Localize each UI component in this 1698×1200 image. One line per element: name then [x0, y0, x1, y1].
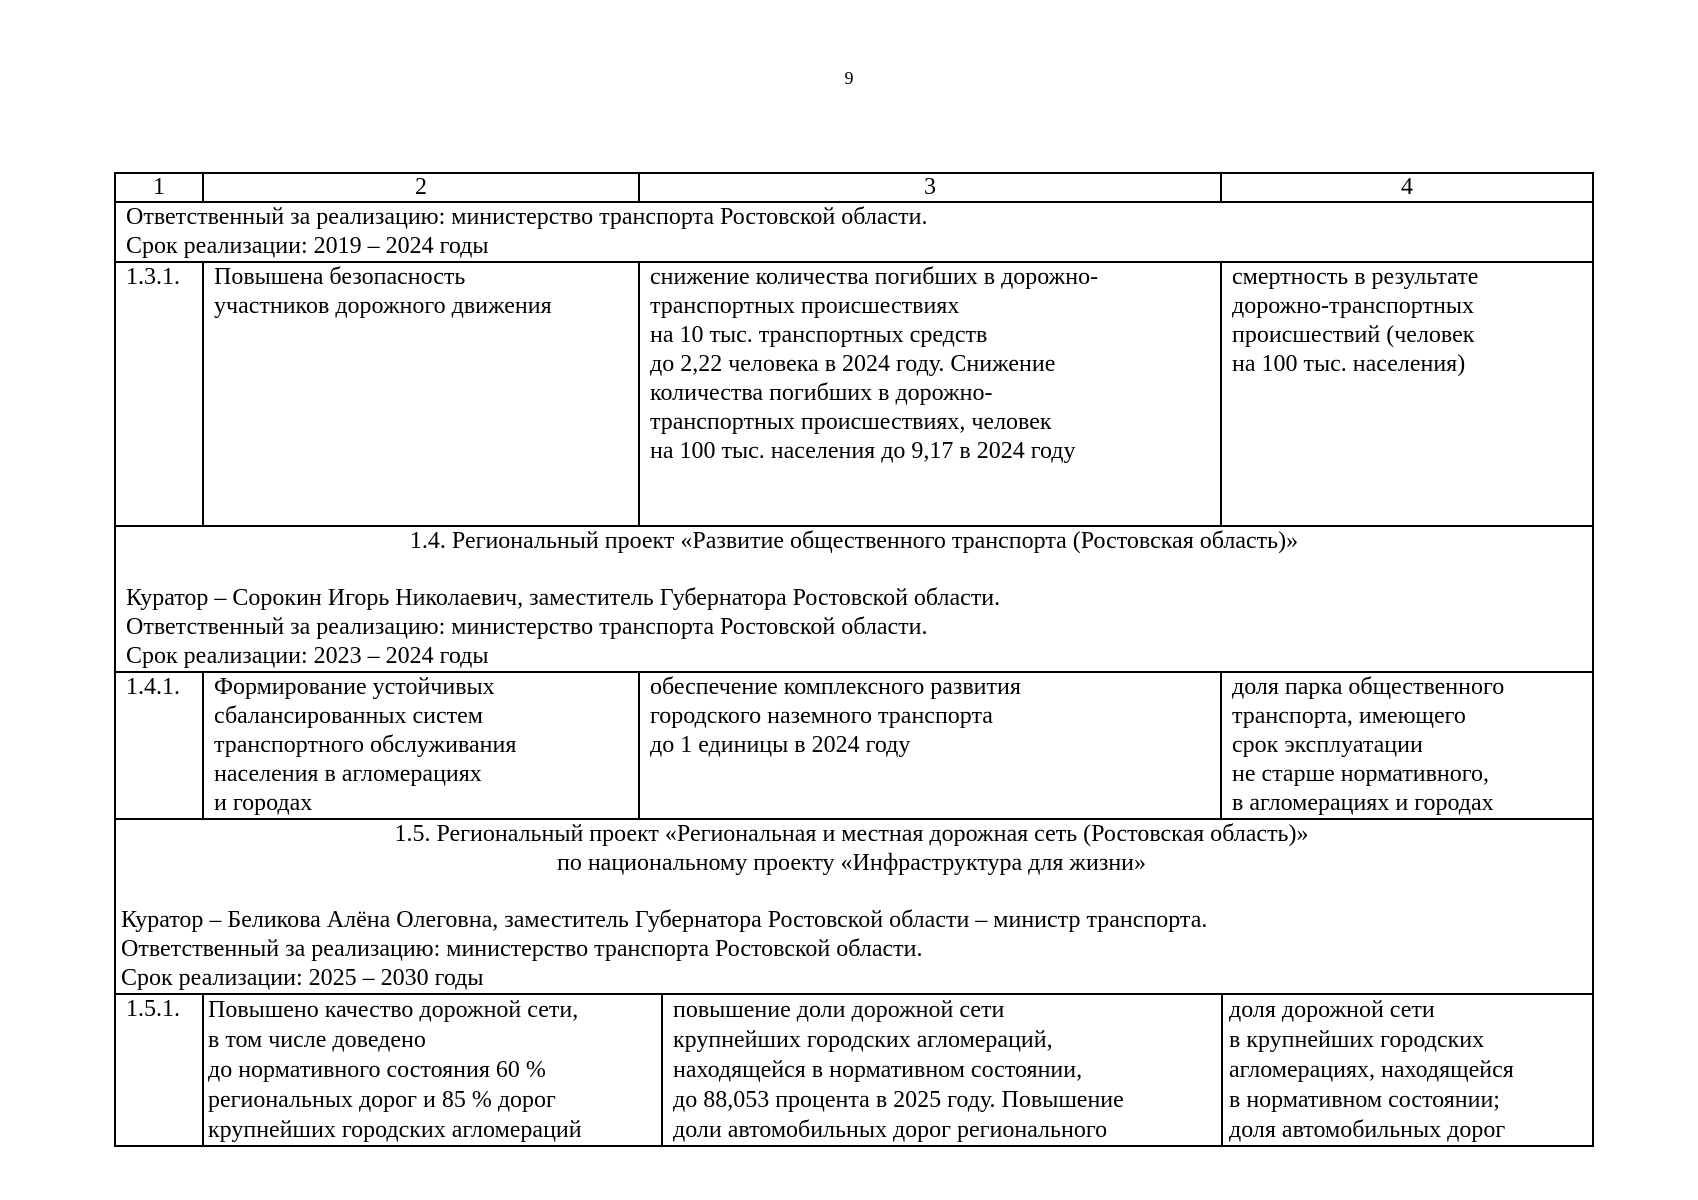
table-row-1-5-1 [115, 994, 1593, 1146]
section-1-3-info-row [115, 202, 1593, 262]
responsible-line: Ответственный за реализацию: министерство транспорта Ростовской области. [126, 614, 928, 640]
header-col-3: 3 [639, 173, 1221, 202]
page-number: 9 [844, 68, 854, 88]
row-number: 1.3.1. [115, 262, 203, 526]
info-line: Ответственный за реализацию: министерство транспорта Ростовской области. [126, 204, 928, 230]
row-number: 1.5.1. [115, 994, 203, 1146]
row-indicator: доля парка общественного транспорта, имеющего срок эксплуатации не старше нормативного, в агломерациях и городах [1221, 672, 1593, 819]
row-description: обеспечение комплексного развития городского наземного транспорта до 1 единицы в 2024 году [639, 672, 1221, 819]
table-header-row [115, 173, 1593, 202]
row-description: повышение доли дорожной сети крупнейших городских агломераций, находящейся в нормативном состоянии, до 88,053 процента в 2025 году. Повышение доли автомобильных дорог регионального [662, 995, 1222, 1145]
header-col-2: 2 [203, 173, 639, 202]
curator-line: Куратор – Беликова Алёна Олеговна, заместитель Губернатора Ростовской области – министр транспорта. [121, 907, 1208, 933]
section-title: 1.4. Региональный проект «Развитие общественного транспорта (Ростовская область)» [409, 528, 1299, 554]
header-col-4: 4 [1221, 173, 1593, 202]
section-1-5-header [115, 819, 1593, 994]
row-number: 1.4.1. [115, 672, 203, 819]
section-1-4-row [115, 526, 1593, 672]
responsible-line: Ответственный за реализацию: министерство транспорта Ростовской области. [121, 936, 923, 962]
row-result: Повышено качество дорожной сети, в том числе доведено до нормативного состояния 60 % региональных дорог и 85 % дорог крупнейших городских агломераций [204, 995, 662, 1145]
curator-line: Куратор – Сорокин Игорь Николаевич, заместитель Губернатора Ростовской области. [126, 585, 1001, 611]
section-title: 1.5. Региональный проект «Региональная и местная дорожная сеть (Ростовская область)» [394, 821, 1309, 847]
row-result: Повышена безопасность участников дорожного движения [203, 262, 639, 526]
period-line: Срок реализации: 2023 – 2024 годы [126, 643, 489, 669]
table-row-1-3-1 [115, 262, 1593, 526]
section-1-5-row [115, 819, 1593, 994]
section-subtitle: по национальному проекту «Инфраструктура для жизни» [556, 850, 1147, 876]
section-1-3-info [115, 202, 1593, 262]
row-indicator: доля дорожной сети в крупнейших городских агломерациях, находящейся в нормативном состоянии; доля автомобильных дорог [1229, 997, 1514, 1143]
table-row-1-4-1 [115, 672, 1593, 819]
info-line: Срок реализации: 2019 – 2024 годы [126, 233, 489, 259]
program-table [114, 172, 1594, 1147]
section-1-4-header [115, 526, 1593, 672]
period-line: Срок реализации: 2025 – 2030 годы [121, 965, 484, 991]
row-indicator: смертность в результате дорожно-транспортных происшествий (человек на 100 тыс. населения) [1221, 262, 1593, 526]
row-1-5-1-body [203, 994, 1593, 1146]
row-result: Формирование устойчивых сбалансированных систем транспортного обслуживания населения в агломерациях и городах [203, 672, 639, 819]
row-description: снижение количества погибших в дорожно- транспортных происшествиях на 10 тыс. транспортных средств до 2,22 человека в 2024 году. Снижение количества погибших в дорожно- транспортных происшествиях, человек на 100 тыс. населения до 9,17 в 2024 году [639, 262, 1221, 526]
header-col-1: 1 [115, 173, 203, 202]
